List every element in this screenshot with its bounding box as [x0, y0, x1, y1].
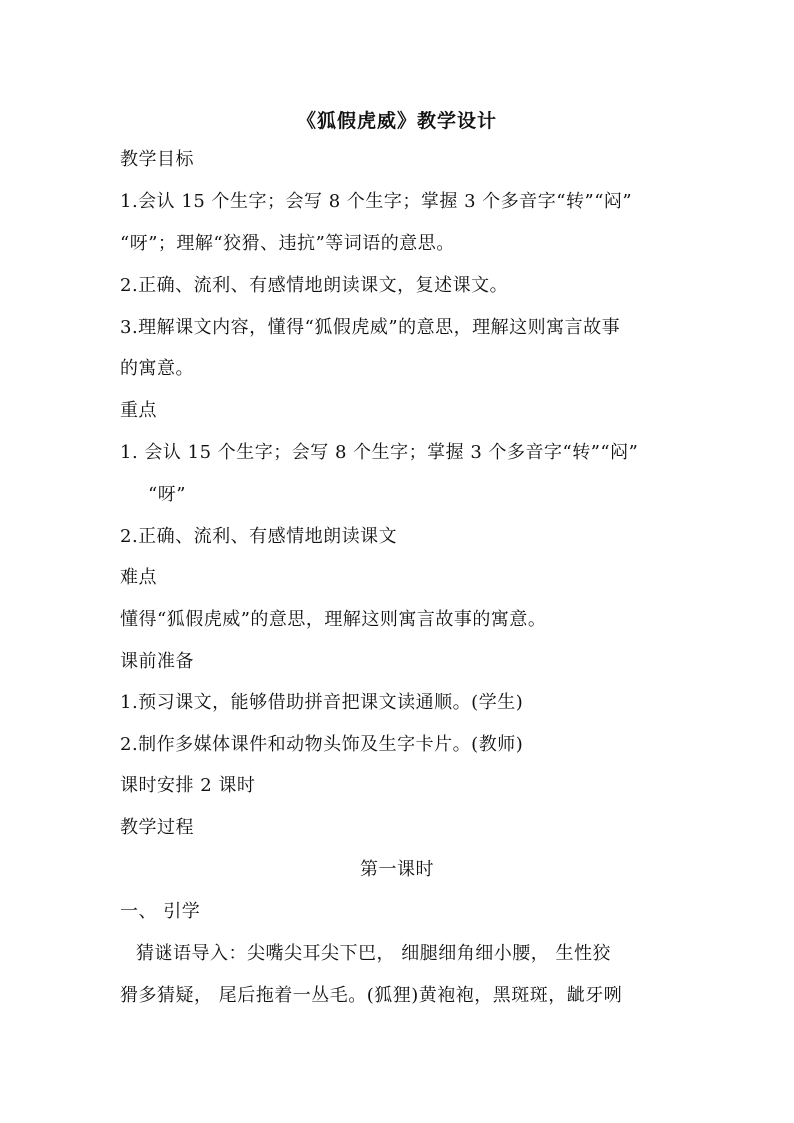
lesson-one-heading: 第一课时	[360, 859, 434, 880]
goal-1-line-1: 1.会认 15 个生字；会写 8 个生字；掌握 3 个多音字“转”“闷”	[120, 191, 633, 212]
preparation-2: 2.制作多媒体课件和动物头饰及生字卡片。(教师)	[120, 734, 524, 755]
goals-heading: 教学目标	[120, 149, 194, 170]
goal-3-line-1: 3.理解课文内容，懂得“狐假虎威”的意思，理解这则寓言故事	[120, 317, 621, 338]
step-one-heading: 一、 引学	[120, 901, 201, 922]
goal-1-line-2: “呀”；理解“狡猾、违抗”等词语的意思。	[120, 233, 455, 254]
goal-2: 2.正确、流利、有感情地朗读课文，复述课文。	[120, 275, 509, 296]
page-title: 《狐假虎威》教学设计	[296, 110, 497, 132]
key-points-heading: 重点	[120, 400, 157, 421]
intro-paragraph-line-1: 猜谜语导入：尖嘴尖耳尖下巴， 细腿细角细小腰， 生性狡	[136, 943, 611, 964]
key-point-1-line-2: “呀”	[148, 484, 186, 505]
intro-paragraph-line-2: 猾多猜疑， 尾后拖着一丛毛。(狐狸)黄袍袍，黑斑斑，龇牙咧	[120, 985, 623, 1006]
difficulty-text: 懂得“狐假虎威”的意思，理解这则寓言故事的寓意。	[120, 609, 547, 630]
preparation-heading: 课前准备	[120, 651, 194, 672]
goal-3-line-2: 的寓意。	[120, 358, 194, 379]
difficulty-heading: 难点	[120, 567, 157, 588]
preparation-1: 1.预习课文，能够借助拼音把课文读通顺。(学生)	[120, 692, 524, 713]
key-point-1-line-1: 1. 会认 15 个生字；会写 8 个生字；掌握 3 个多音字“转”“闷”	[120, 442, 639, 463]
key-point-2: 2.正确、流利、有感情地朗读课文	[120, 526, 398, 547]
process-heading: 教学过程	[120, 817, 194, 838]
schedule-text: 课时安排 2 课时	[120, 775, 256, 796]
